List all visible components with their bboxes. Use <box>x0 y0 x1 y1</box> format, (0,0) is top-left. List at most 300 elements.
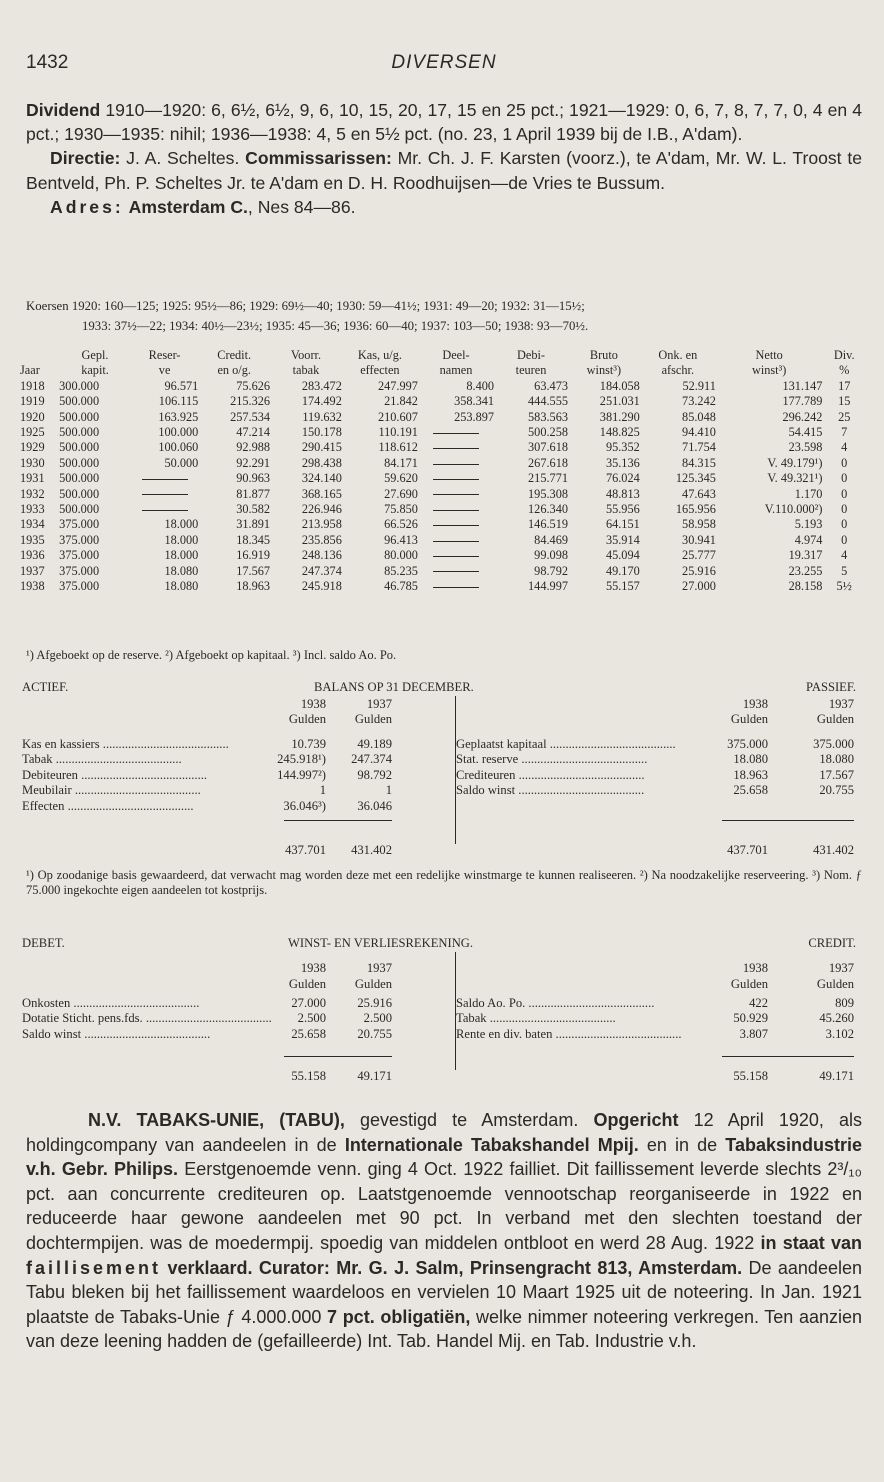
table-cell: 7 <box>841 425 848 440</box>
table-cell: 0 <box>841 471 848 486</box>
table-row <box>20 564 866 579</box>
table-cell: 96.571 <box>164 378 199 393</box>
balans-right-total-a: 437.701 <box>727 843 768 857</box>
table-cell: 84.469 <box>534 532 568 547</box>
right-ledger-label <box>456 783 678 798</box>
ledger-leader-dots: ........................................ <box>515 783 645 798</box>
table-cell: 85.048 <box>682 409 716 424</box>
table-row <box>20 533 866 548</box>
ledger-leader-dots: ........................................ <box>70 996 200 1010</box>
table-cell-empty <box>418 487 494 502</box>
table-cell: 300.000 <box>59 378 100 393</box>
table-cell: 150.178 <box>301 425 342 440</box>
table-cell: 30.582 <box>236 502 271 517</box>
ledger-label-text: Geplaatst kapitaal <box>456 737 547 751</box>
table-cell: 296.242 <box>782 409 823 424</box>
winst-right-year-b: 1937 <box>828 961 854 975</box>
table-cell-empty <box>418 440 494 455</box>
table-cell-empty <box>418 564 494 579</box>
koersen-line-2: 1933: 37½—22; 1934: 40½—23½; 1935: 45—36; 1936: 60—40; 1937: 103—50; 1938: 93—70½. <box>82 319 589 333</box>
adres-label: Adres: <box>50 196 124 217</box>
header-cell: Debi- <box>517 348 546 362</box>
ledger-label-text: Saldo winst <box>456 783 516 798</box>
table-row <box>20 548 866 563</box>
ledger-label-text: Saldo Ao. Po. <box>456 996 526 1010</box>
table-cell: 5 <box>841 563 848 578</box>
ledger-label-text: Meubilair <box>22 783 72 798</box>
table-cell: 1934 <box>20 517 45 532</box>
table-cell: 64.151 <box>605 517 640 532</box>
winst-left-total-rule <box>284 1056 392 1057</box>
left-ledger-label <box>22 799 256 814</box>
header-cell: Reser- <box>148 348 181 362</box>
balans-left-year-b: 1937 <box>366 697 392 711</box>
header-cell: Credit. <box>217 348 252 362</box>
left-ledger-value-b: 36.046 <box>357 798 392 813</box>
ledger-leader-dots: ........................................ <box>52 752 182 767</box>
text-run: J. A. Scheltes. <box>120 148 246 169</box>
right-ledger-label <box>456 768 678 783</box>
table-cell: 375.000 <box>59 563 100 578</box>
table-cell: 47.214 <box>236 425 271 440</box>
header-cell: namen <box>439 363 473 378</box>
bold-run: Tabaksindustrie v.h. Gebr. Philips. <box>26 1134 863 1180</box>
right-ledger-value-a: 50.929 <box>733 1011 768 1026</box>
header-cell: afschr. <box>661 363 695 378</box>
table-cell: 1919 <box>20 394 45 409</box>
left-ledger-value-a: 10.739 <box>291 737 326 751</box>
table-row <box>20 579 866 594</box>
table-cell: 1932 <box>20 486 45 501</box>
text-run: Mr. Ch. J. F. Karsten (voorz.), te A'dam, Mr. W. L. Troost te Bentveld, Ph. P. Scheltes Jr. te A'dam en D. H. Roodhuijsen—de Vries te Bussum. <box>26 148 862 193</box>
left-ledger-value-b: 98.792 <box>357 767 392 782</box>
winst-left-unit-a: Gulden <box>288 977 326 991</box>
ledger-label-text: Saldo winst <box>22 1026 82 1041</box>
table-cell: 148.825 <box>599 425 640 440</box>
table-cell: 4 <box>841 440 848 455</box>
text-run: 1910—1920: 6, 6½, 6½, 9, 6, 10, 15, 20, 17, 15 en 25 pct.; 1921—1929: 0, 6, 7, 8, 7, 7, 0, 4 en 4 pct.; 1930—1935: nihil; 1936—1938: 4, 5 en 5½ pct. (no. 23, 1 April 1939 bij de I.B., A'dam). <box>26 100 862 145</box>
table-cell: 267.618 <box>528 455 568 470</box>
table-cell: 58.958 <box>682 517 716 532</box>
winst-credit-title: CREDIT. <box>808 936 856 950</box>
balans-right-unit-b: Gulden <box>816 712 854 726</box>
left-ledger-value-b: 2.500 <box>363 1011 392 1026</box>
table-cell: 48.813 <box>605 486 640 501</box>
header-cell: Deel- <box>442 348 470 362</box>
table-cell: 50.000 <box>164 455 199 470</box>
header-cell: Voorr. <box>290 348 322 362</box>
history-header-row-2 <box>20 363 866 378</box>
adres-rest: , Nes 84—86. <box>247 196 356 217</box>
winst-right-year-a: 1938 <box>742 961 768 975</box>
right-ledger-value-a: 25.658 <box>733 783 768 798</box>
table-cell: 500.000 <box>59 394 100 409</box>
table-cell: 375.000 <box>59 548 100 563</box>
table-cell: 500.000 <box>59 409 100 424</box>
table-cell: 184.058 <box>599 378 640 393</box>
left-ledger-label <box>22 752 256 767</box>
table-cell: 5.193 <box>794 517 823 532</box>
page-number: 1432 <box>26 52 69 73</box>
table-cell: V.110.000²) <box>764 502 823 517</box>
bold-run: Internationale Tabakshandel Mpij. <box>344 1134 639 1155</box>
header-cell: % <box>839 363 850 378</box>
ledger-leader-dots: ........................................ <box>518 752 648 767</box>
right-ledger-label <box>456 752 678 767</box>
table-cell: 1918 <box>20 378 45 393</box>
table-cell: 55.157 <box>605 579 640 594</box>
table-cell: 17 <box>838 378 851 393</box>
dash-rule <box>433 433 479 434</box>
table-cell: 500.000 <box>59 455 100 470</box>
dash-rule <box>142 479 188 480</box>
table-cell: 375.000 <box>59 517 100 532</box>
koersen-line-1: Koersen 1920: 160—125; 1925: 95½—86; 1929: 69½—40; 1930: 59—41½; 1931: 49—20; 1932: 31—15½; <box>26 299 585 313</box>
table-cell: 4 <box>841 548 848 563</box>
table-cell: 177.789 <box>782 394 823 409</box>
ledger-leader-dots: ........................................ <box>64 798 194 813</box>
table-row <box>20 517 866 532</box>
header-cell: effecten <box>360 363 400 378</box>
table-cell: 118.612 <box>378 440 418 455</box>
ledger-label-text: Crediteuren <box>456 767 516 782</box>
koersen-block <box>26 296 862 336</box>
right-ledger-value-b: 375.000 <box>813 737 854 751</box>
table-cell-empty <box>418 517 494 532</box>
ledger-leader-dots: ........................................ <box>525 996 655 1010</box>
table-cell: 18.080 <box>164 563 199 578</box>
text-run: De aandeelen Tabu bleken bij het faillissement waardeloos en vervielen 10 Maart 1925 uit de noteering. In Jan. 1921 plaatste de Tabaks-Unie ƒ 4.000.000 <box>26 1257 862 1327</box>
dash-rule <box>142 494 188 495</box>
table-row <box>20 379 866 394</box>
table-cell: 110.191 <box>378 425 418 440</box>
left-ledger-value-b: 49.189 <box>357 737 392 751</box>
table-cell: 27.000 <box>682 579 716 594</box>
winst-left-total-b: 49.171 <box>357 1069 392 1083</box>
right-ledger-value-a: 3.807 <box>739 1026 768 1041</box>
table-cell: 66.526 <box>384 517 418 532</box>
winst-left-year-a: 1938 <box>300 961 326 975</box>
table-cell: 283.472 <box>301 378 342 393</box>
page-title: DIVERSEN <box>391 52 497 73</box>
ledger-label-text: Rente en div. baten <box>456 1026 553 1041</box>
table-cell: V. 49.321¹) <box>767 471 823 486</box>
table-cell: 106.115 <box>158 394 199 409</box>
table-cell: 500.258 <box>528 425 568 440</box>
balans-section <box>22 680 860 860</box>
header-cell: tabak <box>292 363 320 378</box>
text-run: welke nimmer noteering verkregen. Ten aanzien van deze leening hadden de (gefailleerde) Int. Tab. Handel Mij. en Tab. Industrie v.h. <box>26 1306 862 1352</box>
table-row <box>20 487 866 502</box>
table-cell: 92.291 <box>236 455 271 470</box>
bold-run: verklaard. Curator: Mr. G. J. Salm, Prinsengracht 813, Amsterdam. <box>161 1257 743 1278</box>
left-ledger-label <box>22 1027 256 1042</box>
dash-rule <box>433 571 479 572</box>
dividend-paragraph <box>26 98 862 146</box>
table-cell: 248.136 <box>301 548 342 563</box>
table-cell: 500.000 <box>59 425 100 440</box>
table-cell: 76.024 <box>605 471 640 486</box>
left-ledger-value-a: 36.046³) <box>283 798 326 813</box>
balans-left-year-a: 1938 <box>300 697 326 711</box>
right-ledger-value-a: 422 <box>749 996 768 1010</box>
dash-rule <box>142 510 188 511</box>
table-cell: 8.400 <box>466 378 495 393</box>
history-table-body <box>20 379 866 595</box>
balans-right-total-rule <box>722 820 854 821</box>
header-cell: winst³) <box>751 363 787 378</box>
table-cell: 84.171 <box>384 455 418 470</box>
winst-right-unit-b: Gulden <box>816 977 854 991</box>
table-cell: 174.492 <box>301 394 342 409</box>
table-cell-empty <box>418 502 494 517</box>
ledger-label-text: Stat. reserve <box>456 752 519 767</box>
table-cell: 381.290 <box>599 409 640 424</box>
winst-debet-title: DEBET. <box>22 936 65 950</box>
left-ledger-value-b: 247.374 <box>351 752 392 767</box>
table-cell: 290.415 <box>301 440 342 455</box>
table-cell: 47.643 <box>682 486 716 501</box>
balans-actief-title: ACTIEF. <box>22 680 69 694</box>
table-cell: 125.345 <box>675 471 716 486</box>
table-cell: 28.158 <box>788 579 823 594</box>
table-cell: 100.060 <box>158 440 199 455</box>
table-cell: 54.415 <box>788 425 823 440</box>
ledger-leader-dots: ........................................ <box>546 737 676 751</box>
header-cell: Onk. en <box>658 348 698 362</box>
table-cell: 131.147 <box>782 378 823 393</box>
table-cell: 1929 <box>20 440 45 455</box>
table-cell: 94.410 <box>682 425 716 440</box>
dash-rule <box>433 541 479 542</box>
ledger-leader-dots: ........................................ <box>515 767 645 782</box>
winst-right-unit-a: Gulden <box>730 977 768 991</box>
table-cell: 257.534 <box>230 409 271 424</box>
ledger-leader-dots: ........................................ <box>77 767 208 782</box>
table-cell: 19.317 <box>788 548 823 563</box>
ledger-leader-dots: ........................................ <box>142 1011 272 1026</box>
left-ledger-value-a: 1 <box>319 783 326 798</box>
table-cell: 18.000 <box>164 517 199 532</box>
table-cell: 500.000 <box>59 502 100 517</box>
header-cell: Div. <box>833 348 855 362</box>
table-cell: 100.000 <box>158 425 199 440</box>
table-cell: 30.941 <box>682 532 716 547</box>
ledger-leader-dots: ........................................ <box>486 1011 616 1026</box>
table-cell: 84.315 <box>682 455 716 470</box>
table-cell: 226.946 <box>301 502 342 517</box>
tabu-paragraph <box>26 1108 862 1354</box>
balans-left-total-rule <box>284 820 392 821</box>
bold-run: in staat van <box>760 1232 863 1253</box>
dash-rule <box>433 479 479 480</box>
table-row <box>20 502 866 517</box>
right-ledger-label <box>456 1011 678 1026</box>
table-cell: 210.607 <box>377 409 418 424</box>
table-cell: 368.165 <box>301 486 342 501</box>
table-cell-empty <box>131 502 198 517</box>
right-ledger-label <box>456 737 678 752</box>
right-ledger-label <box>456 996 678 1011</box>
left-ledger-value-a: 25.658 <box>291 1026 326 1041</box>
table-cell: 500.000 <box>59 486 100 501</box>
table-row <box>20 410 866 425</box>
table-cell: 245.918 <box>301 579 342 594</box>
table-cell: 18.000 <box>164 548 199 563</box>
ledger-label-text: Kas en kassiers <box>22 737 100 751</box>
winst-right-total-b: 49.171 <box>819 1069 854 1083</box>
table-cell: 1.170 <box>794 486 823 501</box>
balans-left-total-b: 431.402 <box>351 843 392 857</box>
table-cell: 500.000 <box>59 471 100 486</box>
table-cell: 18.080 <box>164 579 199 594</box>
table-cell: 71.754 <box>682 440 716 455</box>
dash-rule <box>433 525 479 526</box>
ledger-label-text: Tabak <box>22 752 53 767</box>
table-cell: 5½ <box>836 579 852 594</box>
history-table <box>20 348 866 595</box>
table-cell: 21.842 <box>384 394 418 409</box>
header-cell: Gepl. <box>81 348 109 362</box>
table-cell: 35.914 <box>605 532 640 547</box>
table-cell: 444.555 <box>528 394 568 409</box>
table-cell: 165.956 <box>675 502 716 517</box>
table-cell: 75.850 <box>384 502 418 517</box>
table-cell: 17.567 <box>236 563 271 578</box>
table-cell: 95.352 <box>605 440 640 455</box>
table-cell: 52.911 <box>682 378 716 393</box>
balans-title: BALANS OP 31 DECEMBER. <box>314 680 474 694</box>
header-cell: Bruto <box>589 348 618 362</box>
table-row <box>20 456 866 471</box>
table-cell: 126.340 <box>528 502 568 517</box>
table-cell: 119.632 <box>302 409 342 424</box>
balans-right-unit-a: Gulden <box>730 712 768 726</box>
balans-right-year-a: 1938 <box>742 697 768 711</box>
table-cell: 375.000 <box>59 579 100 594</box>
table-cell: 144.997 <box>528 579 568 594</box>
table-cell: 195.308 <box>528 486 568 501</box>
table-cell: 298.438 <box>301 455 342 470</box>
table-cell: 0 <box>841 455 848 470</box>
table-cell: 25.777 <box>682 548 716 563</box>
right-ledger-value-a: 18.963 <box>733 767 768 782</box>
right-ledger-value-a: 375.000 <box>727 737 768 751</box>
table-cell: 0 <box>841 486 848 501</box>
winst-right-total-a: 55.158 <box>733 1069 768 1083</box>
table-cell: 92.988 <box>236 440 271 455</box>
right-ledger-value-b: 3.102 <box>825 1026 854 1041</box>
table-cell: 23.255 <box>788 563 823 578</box>
left-ledger-value-a: 245.918¹) <box>277 752 326 767</box>
header-cell: winst³) <box>586 363 622 378</box>
table-cell: 1920 <box>20 409 45 424</box>
table-cell: 1938 <box>20 579 45 594</box>
left-ledger-label <box>22 783 256 798</box>
left-ledger-value-a: 144.997²) <box>277 767 326 782</box>
table-cell: 215.326 <box>230 394 271 409</box>
table-cell: 215.771 <box>528 471 568 486</box>
bold-run: 7 pct. obligatiën, <box>327 1306 471 1327</box>
table-cell: 35.136 <box>605 455 640 470</box>
winst-left-total-a: 55.158 <box>291 1069 326 1083</box>
table-cell: 253.897 <box>454 409 495 424</box>
table-cell: 98.792 <box>534 563 568 578</box>
right-ledger-value-a: 18.080 <box>733 752 768 767</box>
directie-paragraph <box>26 146 862 194</box>
text-run: en in de <box>638 1134 726 1155</box>
left-ledger-value-a: 2.500 <box>297 1011 326 1026</box>
table-cell: 375.000 <box>59 532 100 547</box>
table-row <box>20 425 866 440</box>
table-cell: 99.098 <box>534 548 568 563</box>
table-cell: 96.413 <box>384 532 418 547</box>
right-ledger-label <box>456 1026 682 1042</box>
right-ledger-value-b: 18.080 <box>819 752 854 767</box>
table-cell: 213.958 <box>301 517 342 532</box>
dash-rule <box>433 464 479 465</box>
balans-left-unit-b: Gulden <box>354 712 392 726</box>
table-cell: 163.925 <box>158 409 199 424</box>
winst-left-unit-b: Gulden <box>354 977 392 991</box>
table-cell: 85.235 <box>384 563 418 578</box>
header-cell: ve <box>158 363 171 378</box>
table-cell: 18.000 <box>164 532 199 547</box>
table-cell-empty <box>418 533 494 548</box>
ledger-leader-dots: ........................................ <box>552 1026 682 1041</box>
table-cell: 324.140 <box>301 471 342 486</box>
balans-left-total-a: 437.701 <box>285 843 326 857</box>
table-cell: 146.519 <box>528 517 568 532</box>
header-cell: kapit. <box>81 363 109 378</box>
right-ledger-value-b: 20.755 <box>819 783 854 798</box>
table-cell-empty <box>418 425 494 440</box>
table-cell: 55.956 <box>605 502 640 517</box>
table-cell: 500.000 <box>59 440 100 455</box>
ledger-leader-dots: ........................................ <box>81 1026 211 1041</box>
dash-rule <box>433 448 479 449</box>
left-ledger-value-b: 25.916 <box>357 996 392 1010</box>
table-cell: 0 <box>841 517 848 532</box>
ledger-label-text: Debiteuren <box>22 767 78 782</box>
tabu-section <box>26 1108 862 1354</box>
table-cell: 45.094 <box>605 548 640 563</box>
table-cell-empty <box>418 471 494 486</box>
table-cell: 25.916 <box>682 563 716 578</box>
table-cell: 18.963 <box>236 579 271 594</box>
table-row <box>20 471 866 486</box>
header-cell: Netto <box>755 348 783 362</box>
table-cell: 1937 <box>20 563 45 578</box>
table-cell: 27.690 <box>384 486 418 501</box>
dash-rule <box>433 587 479 588</box>
table-cell: 90.963 <box>236 471 271 486</box>
page-header <box>26 52 862 82</box>
history-footnote: ¹) Afgeboekt op de reserve. ²) Afgeboekt op kapitaal. ³) Incl. saldo Ao. Po. <box>26 648 397 662</box>
table-cell: 16.919 <box>236 548 271 563</box>
left-ledger-value-a: 27.000 <box>291 996 326 1010</box>
balans-right-year-b: 1937 <box>828 697 854 711</box>
left-ledger-label <box>22 768 256 783</box>
table-cell: 235.856 <box>301 532 342 547</box>
table-cell: 18.345 <box>236 532 271 547</box>
table-cell: 23.598 <box>788 440 823 455</box>
table-cell: 73.242 <box>682 394 716 409</box>
table-cell: 31.891 <box>236 517 271 532</box>
left-ledger-label <box>22 996 256 1011</box>
table-cell: 25 <box>838 409 851 424</box>
table-cell: 307.618 <box>528 440 568 455</box>
